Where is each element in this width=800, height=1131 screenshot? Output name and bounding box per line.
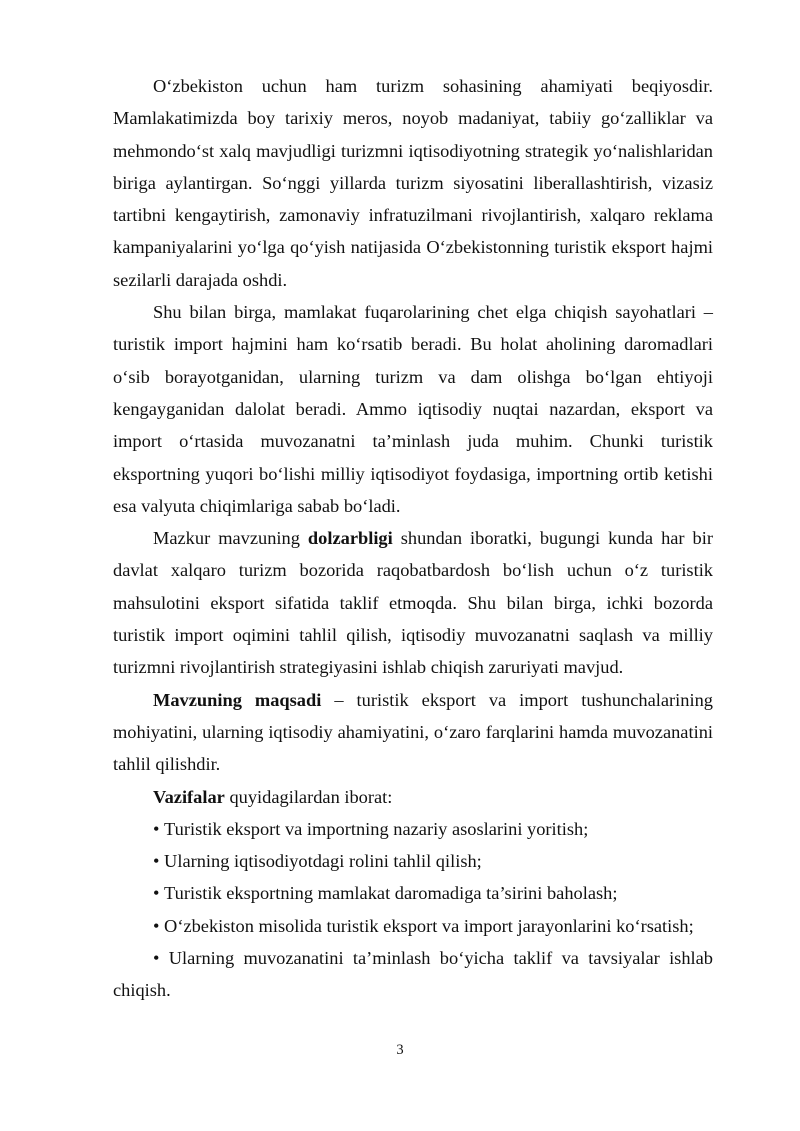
- paragraph-tasks-intro: [113, 781, 713, 813]
- tasks-text: quyidagilardan iborat:: [224, 786, 393, 807]
- relevance-lead: Mazkur mavzuning: [153, 528, 308, 549]
- task-bullet-item: • O‘zbekiston misolida turistik eksport va import jarayonlarini ko‘rsatish;: [113, 910, 713, 942]
- task-bullet-item: • Ularning muvozanatini ta’minlash bo‘yicha taklif va tavsiyalar ishlab chiqish.: [113, 942, 713, 1007]
- relevance-text: shundan iboratki, bugungi kunda har bir davlat xalqaro turizm bozorida raqobatbardosh bo‘lish uchun o‘z turistik mahsulotini eksport sifatida taklif etmoqda. Shu bilan birga, ichki bozorda turistik import oqimini tahlil qilish, iqtisodiy muvozanatni saqlash va milliy turizmni rivojlantirish strategiyasini ishlab chiqish zaruriyati mavjud.: [113, 528, 713, 678]
- task-bullet-item: • Turistik eksportning mamlakat daromadiga ta’sirini baholash;: [113, 877, 713, 909]
- paragraph-tourism-importance: O‘zbekiston uchun ham turizm sohasining ahamiyati beqiyosdir. Mamlakatimizda boy tarixiy meros, noyob madaniyat, tabiiy go‘zalliklar va mehmondo‘st xalq mavjudligi turizmni iqtisodiyotning strategik yo‘nalishlaridan biriga aylantirgan. So‘nggi yillarda turizm siyosatini liberallashtirish, vizasiz tartibni kengaytirish, zamonaviy infratuzilmani rivojlantirish, xalqaro reklama kampaniyalarini yo‘lga qo‘yish natijasida O‘zbekistonning turistik eksport hajmi sezilarli darajada oshdi.: [113, 76, 713, 290]
- goal-text: – turistik eksport va import tushunchalarining mohiyatini, ularning iqtisodiy ahamiyatini, o‘zaro farqlarini hamda muvozanatini tahlil qilishdir.: [113, 689, 713, 775]
- goal-keyword: Mavzuning maqsadi: [153, 689, 322, 710]
- task-bullet-item: • Ularning iqtisodiyotdagi rolini tahlil qilish;: [113, 845, 713, 877]
- task-bullet-item: • Turistik eksport va importning nazariy asoslarini yoritish;: [113, 813, 713, 845]
- page-number: 3: [396, 1042, 404, 1058]
- page-body: [113, 70, 713, 1007]
- tasks-keyword: Vazifalar: [153, 786, 225, 807]
- paragraph-relevance: [113, 522, 713, 683]
- paragraph-tourism-import: Shu bilan birga, mamlakat fuqarolarining chet elga chiqish sayohatlari – turistik import hajmini ham ko‘rsatib beradi. Bu holat aholining daromadlari o‘sib borayotganidan, ularning turizm va dam olishga bo‘lgan ehtiyoji kengayganidan dalolat beradi. Ammo iqtisodiy nuqtai nazardan, eksport va import o‘rtasida muvozanatni ta’minlash juda muhim. Chunki turistik eksportning yuqori bo‘lishi milliy iqtisodiyot foydasiga, importning ortib ketishi esa valyuta chiqimlariga sabab bo‘ladi.: [113, 302, 713, 516]
- paragraph-goal: [113, 684, 713, 781]
- relevance-keyword: dolzarbligi: [307, 528, 393, 549]
